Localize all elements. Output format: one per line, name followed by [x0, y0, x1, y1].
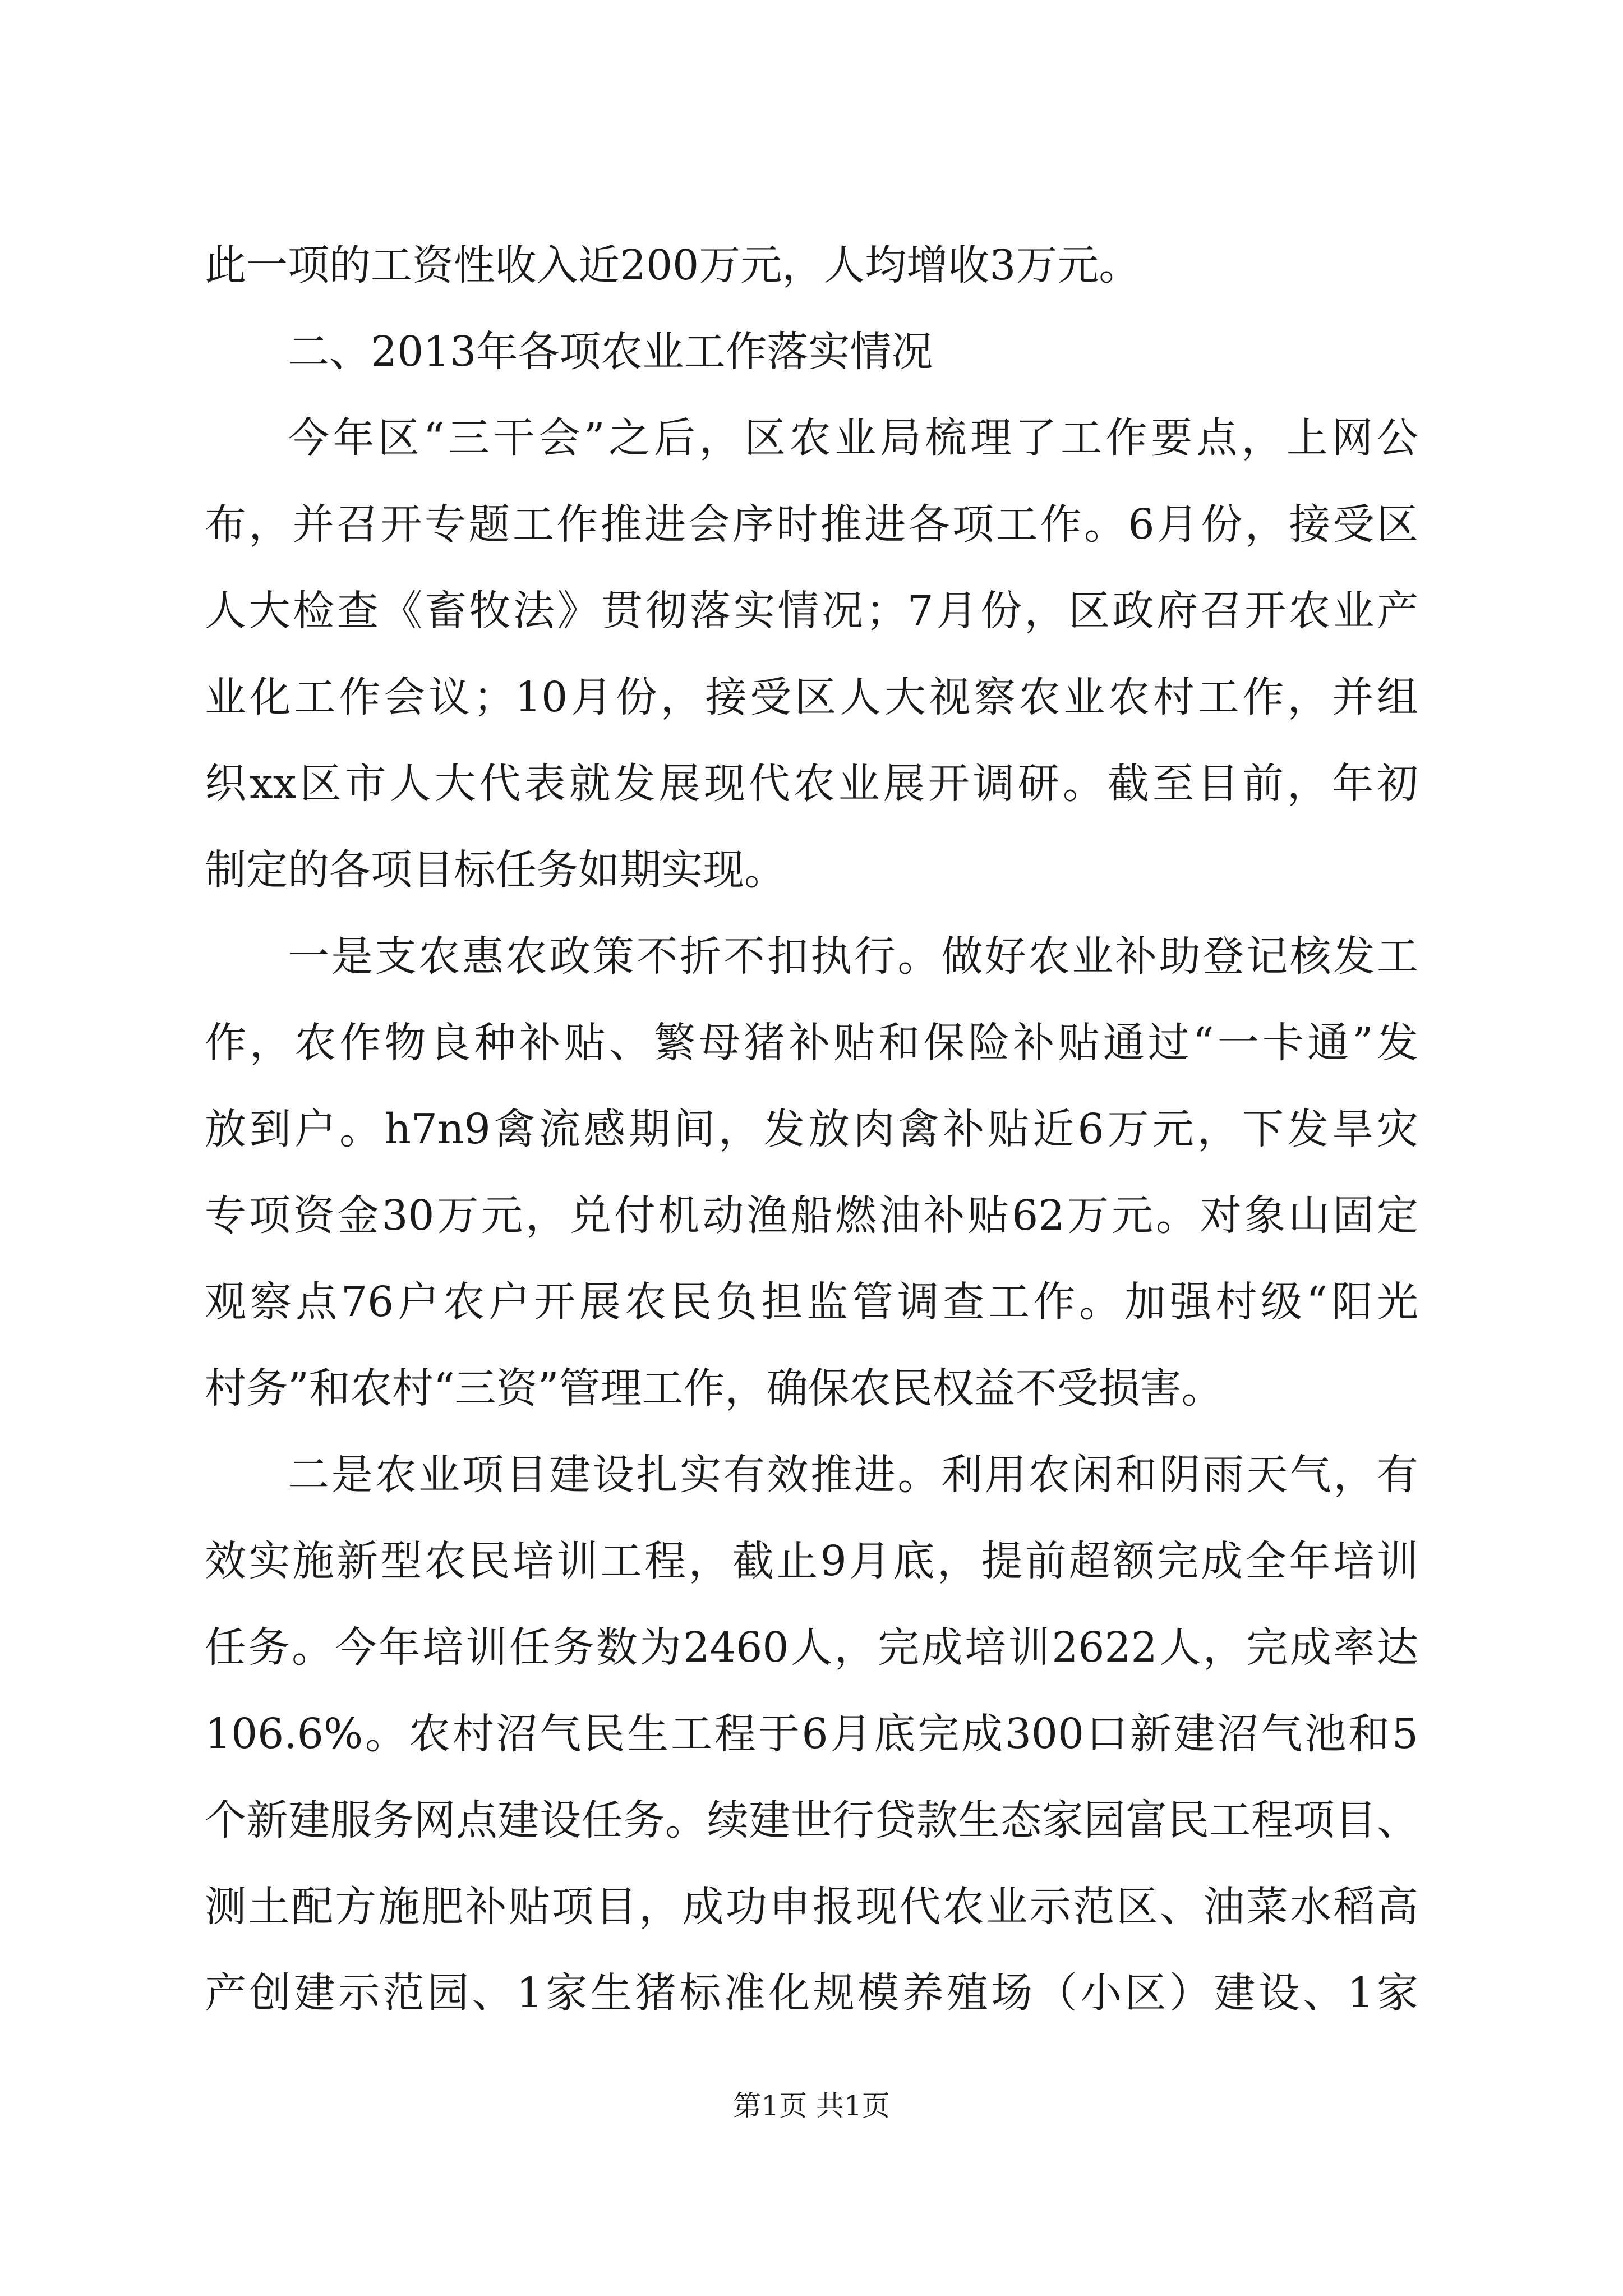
body-text — [205, 222, 1418, 2036]
text-line: 制定的各项目标任务如期实现。 — [205, 846, 786, 894]
text-line: 二、2013年各项农业工作落实情况 — [288, 328, 933, 376]
text-line: 个新建服务网点建设任务。续建世行贷款生态家园富民工程项目、 — [205, 1796, 1418, 1844]
text-line: 106.6%。农村沼气民生工程于6月底完成300口新建沼气池和5 — [205, 1710, 1418, 1758]
text-line: 专项资金30万元，兑付机动渔船燃油补贴62万元。对象山固定 — [205, 1191, 1418, 1240]
text-line: 布，并召开专题工作推进会序时推进各项工作。6月份，接受区 — [205, 500, 1418, 549]
text-line: 效实施新型农民培训工程，截止9月底，提前超额完成全年培训 — [205, 1537, 1418, 1585]
text-line: 二是农业项目建设扎实有效推进。利用农闲和阴雨天气，有 — [288, 1451, 1418, 1499]
text-line: 此一项的工资性收入近200万元，人均增收3万元。 — [205, 241, 1141, 289]
text-line: 织xx区市人大代表就发展现代农业展开调研。截至目前，年初 — [205, 760, 1418, 808]
text-line: 产创建示范园、1家生猪标准化规模养殖场（小区）建设、1家 — [205, 1969, 1418, 2017]
text-line: 任务。今年培训任务数为2460人，完成培训2622人，完成率达 — [205, 1623, 1418, 1672]
page-footer: 第1页 共1页 — [733, 2090, 890, 2122]
text-line: 观察点76户农户开展农民负担监管调查工作。加强村级“阳光 — [205, 1278, 1418, 1326]
text-line: 村务”和农村“三资”管理工作，确保农民权益不受损害。 — [205, 1364, 1223, 1412]
text-line: 一是支农惠农政策不折不扣执行。做好农业补助登记核发工 — [288, 932, 1418, 981]
text-line: 业化工作会议；10月份，接受区人大视察农业农村工作，并组 — [205, 673, 1418, 721]
text-line: 测土配方施肥补贴项目，成功申报现代农业示范区、油菜水稻高 — [205, 1883, 1418, 1931]
text-line: 人大检查《畜牧法》贯彻落实情况；7月份，区政府召开农业产 — [205, 587, 1418, 635]
text-line: 放到户。h7n9禽流感期间，发放肉禽补贴近6万元，下发旱灾 — [205, 1105, 1418, 1153]
text-line: 作，农作物良种补贴、繁母猪补贴和保险补贴通过“一卡通”发 — [205, 1019, 1418, 1067]
text-line: 今年区“三干会”之后，区农业局梳理了工作要点，上网公 — [288, 414, 1418, 462]
